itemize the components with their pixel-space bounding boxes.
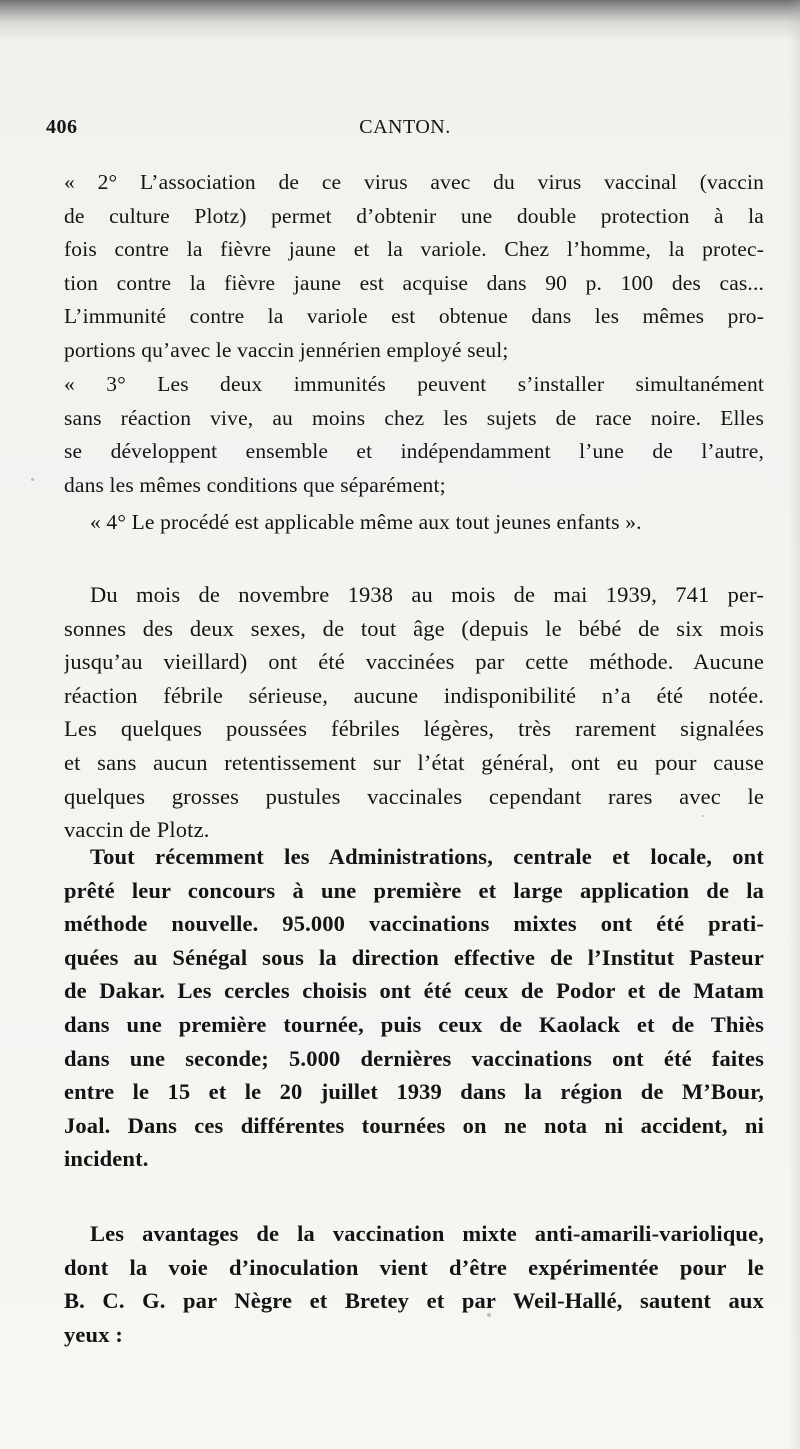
text-line: de Dakar. Les cercles choisis ont été ceux de Podor et de Matam [64,978,764,1004]
body-paragraph-administrations [64,840,764,1176]
text-line: dans les mêmes conditions que séparément; [64,472,446,497]
text-line: méthode nouvelle. 95.000 vaccinations mixtes ont été prati- [64,911,764,937]
text-line: tion contre la fièvre jaune est acquise dans 90 p. 100 des cas... [64,270,764,295]
text-line: quées au Sénégal sous la direction effective de l’Institut Pasteur [64,944,764,970]
text-line: entre le 15 et le 20 juillet 1939 dans la région de M’Bour, [64,1079,764,1105]
text-line: vaccin de Plotz. [64,817,210,843]
scan-speck [487,1313,491,1317]
quote-paragraph-2 [64,166,764,368]
text-line: prêté leur concours à une première et large application de la [64,877,764,903]
page-edge-shadow [788,0,800,1449]
text-line: « 2° L’association de ce virus avec du virus vaccinal (vaccin [64,170,764,194]
text-line: Du mois de novembre 1938 au mois de mai 1939, 741 per- [90,582,764,607]
text-line: se développent ensemble et indépendamment l’une de l’autre, [64,439,764,464]
text-line: réaction fébrile sérieuse, aucune indisponibilité n’a été notée. [64,682,764,708]
text-line: « 3° Les deux immunités peuvent s’installer simultanément [64,372,764,396]
text-line: jusqu’au vieillard) ont été vaccinées par cette méthode. Aucune [64,649,764,675]
page-header [46,116,764,146]
text-line: Joal. Dans ces différentes tournées on ne nota ni accident, ni [64,1112,764,1138]
text-line: Les avantages de la vaccination mixte anti-amarili-variolique, [90,1221,764,1246]
text-line: dans une seconde; 5.000 dernières vaccinations ont été faites [64,1045,764,1071]
text-line: « 4° Le procédé est applicable même aux tout jeunes enfants ». [90,510,642,534]
text-line: portions qu’avec le vaccin jennérien employé seul; [64,337,509,362]
text-line: sans réaction vive, au moins chez les sujets de race noire. Elles [64,405,764,430]
text-line: dans une première tournée, puis ceux de Kaolack et de Thiès [64,1011,764,1037]
scan-speck [702,815,704,817]
text-line: Tout récemment les Administrations, centrale et locale, ont [90,844,764,869]
scan-speck [31,478,34,481]
text-line: quelques grosses pustules vaccinales cependant rares avec le [64,783,764,809]
quote-paragraph-4 [64,506,764,540]
text-line: B. C. G. par Nègre et Bretey et par Weil-Hallé, sautent aux [64,1288,764,1314]
quote-paragraph-3 [64,368,764,502]
body-paragraph-advantages [64,1217,764,1351]
text-line: incident. [64,1146,149,1172]
text-line: dont la voie d’inoculation vient d’être expérimentée pour le [64,1254,764,1280]
text-line: de culture Plotz) permet d’obtenir une double protection à la [64,203,764,228]
text-line: Les quelques poussées fébriles légères, très rarement signalées [64,716,764,742]
body-paragraph-vaccinations-1938 [64,578,764,847]
page-number: 406 [46,116,78,138]
text-line: sonnes des deux sexes, de tout âge (depuis le bébé de six mois [64,615,764,641]
running-title: CANTON. [359,116,451,138]
text-line: yeux : [64,1321,124,1347]
text-line: fois contre la fièvre jaune et la variole. Chez l’homme, la protec- [64,237,764,262]
text-line: L’immunité contre la variole est obtenue dans les mêmes pro- [64,304,764,329]
text-line: et sans aucun retentissement sur l’état général, ont eu pour cause [64,749,764,775]
